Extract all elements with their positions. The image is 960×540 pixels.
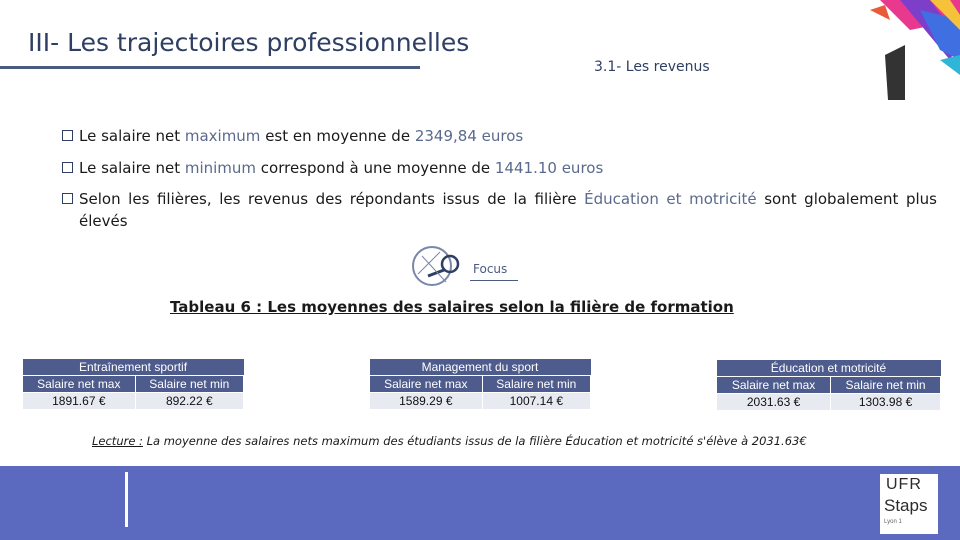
value-min: 1007.14 € — [482, 393, 590, 410]
bullet-max-salary: Le salaire net maximum est en moyenne de 2349,84 euros — [62, 125, 523, 147]
column-header-min: Salaire net min — [831, 377, 941, 394]
bullet-filieres: Selon les filières, les revenus des répondants issus de la filière Éducation et motricité sont globalement plus élevés — [62, 188, 937, 232]
value-max: 1589.29 € — [370, 393, 483, 410]
value-min: 892.22 € — [135, 393, 243, 410]
column-header-max: Salaire net max — [370, 376, 483, 393]
column-header-min: Salaire net min — [482, 376, 590, 393]
table-title: Entraînement sportif — [23, 359, 244, 376]
table-title: Management du sport — [370, 359, 591, 376]
column-header-min: Salaire net min — [135, 376, 243, 393]
lecture-text: La moyenne des salaires nets maximum des étudiants issus de la filière Éducation et motricité s'élève à 2031.63€ — [142, 434, 807, 448]
ufr-staps-logo: UFR Staps Lyon 1 — [880, 474, 938, 534]
footer-divider — [125, 472, 128, 527]
page-title: III- Les trajectoires professionnelles — [28, 28, 470, 57]
magnifier-icon — [410, 244, 470, 288]
lecture-note — [92, 434, 807, 448]
value-max: 2031.63 € — [717, 394, 831, 411]
column-header-max: Salaire net max — [23, 376, 136, 393]
table-caption: Tableau 6 : Les moyennes des salaires selon la filière de formation — [170, 298, 734, 316]
column-header-max: Salaire net max — [717, 377, 831, 394]
checkbox-bullet-icon — [62, 130, 73, 141]
table-title: Éducation et motricité — [717, 360, 941, 377]
checkbox-bullet-icon — [62, 193, 73, 204]
decorative-ribbon-graphic — [780, 0, 960, 110]
value-min: 1303.98 € — [831, 394, 941, 411]
focus-underline — [470, 280, 518, 281]
salary-table-management — [369, 359, 591, 410]
title-underline — [0, 66, 420, 69]
footer-band — [0, 466, 960, 540]
salary-table-entrainement — [22, 359, 244, 410]
salary-table-education — [716, 360, 941, 411]
bullet-min-salary: Le salaire net minimum correspond à une moyenne de 1441.10 euros — [62, 157, 603, 179]
focus-label: Focus — [473, 262, 508, 276]
value-max: 1891.67 € — [23, 393, 136, 410]
section-subtitle: 3.1- Les revenus — [594, 59, 710, 75]
lecture-label: Lecture : — [92, 434, 143, 448]
checkbox-bullet-icon — [62, 162, 73, 173]
